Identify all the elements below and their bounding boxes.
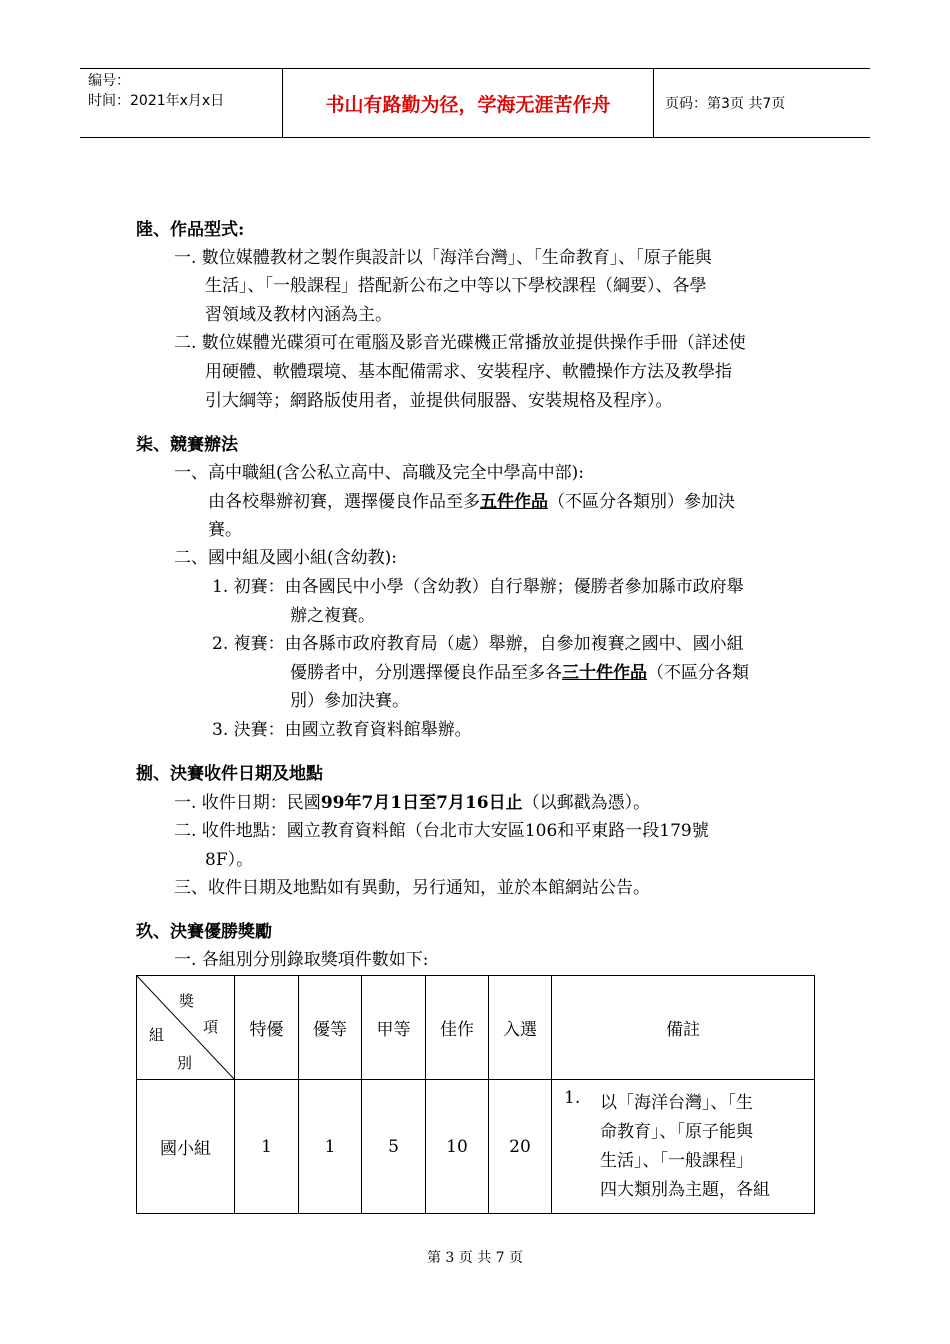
table-cell: 1 xyxy=(298,1079,362,1214)
thirty-works-emphasis: 三十件作品 xyxy=(562,663,647,683)
page-header xyxy=(80,68,870,138)
section-6-item-1-line-1: 一. 數位媒體教材之製作與設計以「海洋台灣」、「生命教育」、「原子能與 xyxy=(174,248,712,268)
header-cell: 佳作 xyxy=(425,975,489,1080)
number-label: 编号： xyxy=(88,73,130,89)
stage-3-line: 3. 決賽：由國立教育資料館舉辦。 xyxy=(212,720,472,740)
stage-2-line-2: 優勝者中，分別選擇優良作品至多各三十件作品（不區分各類 xyxy=(290,663,749,683)
header-meta xyxy=(80,69,282,137)
section-7-item-1-desc-line-2: 賽。 xyxy=(208,520,242,540)
section-6-item-2-line-1: 二. 數位媒體光碟須可在電腦及影音光碟機正常播放並提供操作手冊（詳述使 xyxy=(174,333,746,353)
time-label: 时间：2021年x月x日 xyxy=(88,93,225,109)
section-9-item-1: 一. 各組別分別錄取獎項件數如下: xyxy=(174,950,429,970)
section-8-item-1: 一. 收件日期：民國99年7月1日至7月16日止（以郵戳為憑）。 xyxy=(174,793,651,813)
section-9-title: 玖、決賽優勝獎勵 xyxy=(136,922,272,942)
page-footer: 第 3 页 共 7 页 xyxy=(426,1250,524,1266)
note-line-2: 命教育」、「原子能與 xyxy=(600,1122,753,1142)
section-6-title: 陸、作品型式: xyxy=(136,220,245,240)
awards-table xyxy=(136,975,815,1214)
note-line-1: 以「海洋台灣」、「生 xyxy=(600,1093,753,1113)
section-7-item-2: 二、國中組及國小組(含幼教): xyxy=(174,548,397,568)
stage-1-line-1: 1. 初賽：由各國民中小學（含幼教）自行舉辦；優勝者參加縣市政府舉 xyxy=(212,577,744,597)
header-motto: 书山有路勤为径，学海无涯苦作舟 xyxy=(282,69,654,137)
section-8-item-3: 三、收件日期及地點如有異動，另行通知，並於本館網站公告。 xyxy=(174,878,650,898)
deadline-emphasis: 99年7月1日至7月16日止 xyxy=(320,793,523,813)
section-6-item-2-line-2: 用硬體、軟體環境、基本配備需求、安裝程序、軟體操作方法及教學指 xyxy=(205,362,732,382)
notes-cell xyxy=(551,1079,815,1214)
header-cell: 入選 xyxy=(488,975,552,1080)
diag-prize-1: 獎 xyxy=(179,992,195,1010)
note-number: 1. xyxy=(564,1088,581,1108)
table-cell: 5 xyxy=(361,1079,426,1214)
table-cell: 20 xyxy=(488,1079,552,1214)
header-cell: 優等 xyxy=(298,975,362,1080)
diag-group-2: 別 xyxy=(177,1054,193,1072)
header-cell: 甲等 xyxy=(361,975,426,1080)
stage-1-line-2: 辦之複賽。 xyxy=(290,606,375,626)
section-8-title: 捌、決賽收件日期及地點 xyxy=(136,764,323,784)
five-works-emphasis: 五件作品 xyxy=(480,492,548,512)
header-cell-notes: 備註 xyxy=(551,975,815,1080)
section-8-item-2-line-1: 二. 收件地點：國立教育資料館（台北市大安區106和平東路一段179號 xyxy=(174,821,709,841)
note-line-4: 四大類別為主題，各組 xyxy=(600,1180,770,1200)
section-7-title: 柒、競賽辦法 xyxy=(136,435,238,455)
table-cell: 1 xyxy=(234,1079,299,1214)
header-cell: 特優 xyxy=(234,975,299,1080)
section-6-item-1-line-2: 生活」、「一般課程」搭配新公布之中等以下學校課程（綱要）、各學 xyxy=(205,276,707,296)
note-line-3: 生活」、「一般課程」 xyxy=(600,1151,753,1171)
section-6-item-1-line-3: 習領域及教材內涵為主。 xyxy=(205,305,392,325)
table-corner-cell xyxy=(136,975,235,1080)
row-group-label: 國小組 xyxy=(136,1079,235,1214)
diag-prize-2: 項 xyxy=(203,1018,219,1036)
section-6-item-2-line-3: 引大綱等；網路版使用者，並提供伺服器、安裝規格及程序）。 xyxy=(205,391,673,411)
diag-group-1: 組 xyxy=(149,1026,165,1044)
stage-2-line-1: 2. 複賽：由各縣市政府教育局（處）舉辦，自參加複賽之國中、國小組 xyxy=(212,634,744,654)
table-cell: 10 xyxy=(425,1079,489,1214)
header-page-info: 页码：第3页 共7页 xyxy=(665,96,786,112)
section-8-item-2-line-2: 8F）。 xyxy=(205,850,254,870)
section-7-item-1-desc-line-1: 由各校舉辦初賽，選擇優良作品至多五件作品（不區分各類別）參加決 xyxy=(208,492,735,512)
stage-2-line-3: 別）參加決賽。 xyxy=(290,691,409,711)
section-7-item-1: 一、高中職組(含公私立高中、高職及完全中學高中部): xyxy=(174,463,584,483)
